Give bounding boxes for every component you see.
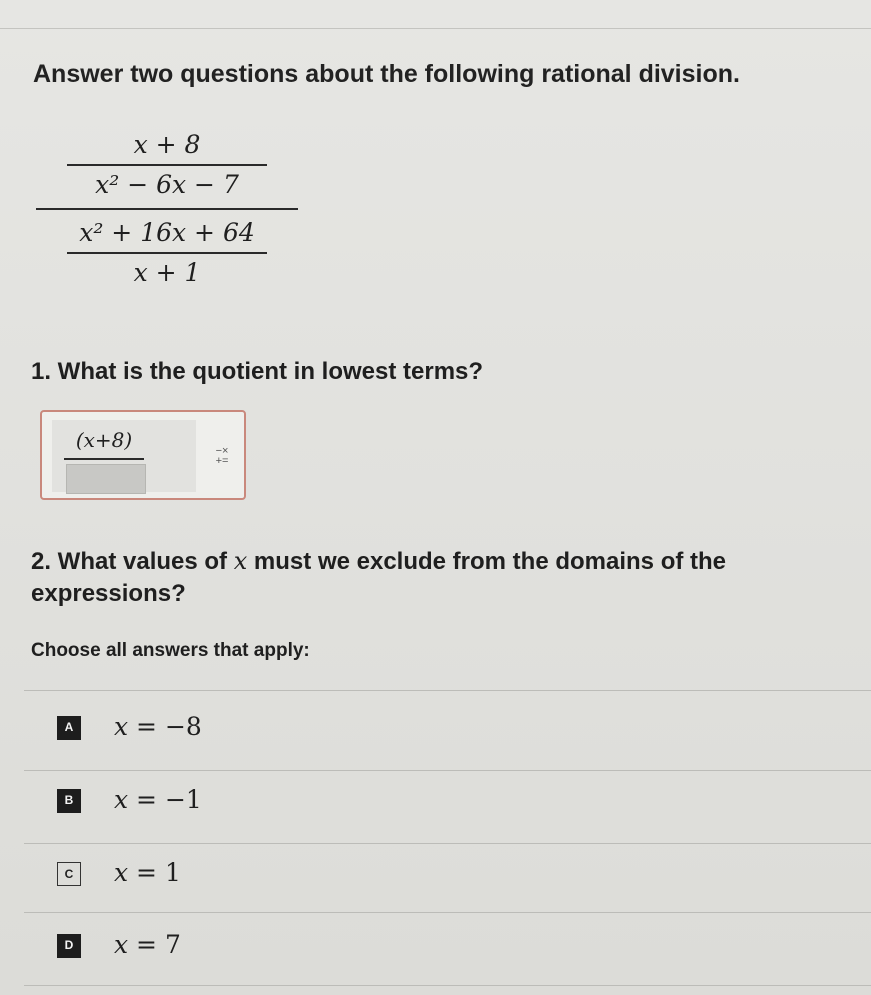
- choice-b-letter: B: [57, 789, 81, 813]
- question-2-text-end: must we exclude from the domains of the expressions?: [31, 548, 727, 607]
- complex-fraction: [36, 128, 298, 290]
- choice-c-text: x = 1: [114, 858, 181, 887]
- bottom-denominator: x + 1: [133, 258, 201, 287]
- problem-prompt: Answer two questions about the following rational division.: [33, 60, 740, 88]
- choice-b-text: x = −1: [114, 785, 202, 814]
- choose-all-label: Choose all answers that apply:: [31, 640, 310, 661]
- choice-d-letter: D: [57, 934, 81, 958]
- choice-d-text: x = 7: [114, 930, 181, 959]
- choice-divider: [24, 770, 871, 771]
- top-fraction-bar: [67, 164, 267, 166]
- choice-b[interactable]: [24, 773, 871, 835]
- top-divider: [0, 28, 871, 29]
- top-fraction: [67, 128, 267, 202]
- answer-numerator[interactable]: (x+8): [75, 428, 133, 452]
- choice-divider: [24, 985, 871, 986]
- quotient-answer-field[interactable]: [40, 410, 246, 500]
- bottom-fraction-bar: [67, 252, 267, 254]
- choice-a[interactable]: [24, 700, 871, 762]
- bottom-numerator: x² + 16x + 64: [79, 218, 255, 247]
- top-numerator: x + 8: [133, 130, 201, 159]
- question-2-variable: x: [233, 547, 248, 575]
- choice-d[interactable]: [24, 918, 871, 980]
- top-denominator: x² − 6x − 7: [95, 170, 239, 199]
- choice-divider: [24, 690, 871, 691]
- answer-denominator-slot[interactable]: [66, 464, 146, 494]
- choice-a-text: x = −8: [114, 712, 202, 741]
- question-1: 1. What is the quotient in lowest terms?: [31, 358, 484, 385]
- math-keyboard-icon[interactable]: −× +=: [215, 445, 229, 467]
- main-fraction-bar: [36, 208, 298, 210]
- answer-fraction-bar: [64, 458, 144, 460]
- choice-c[interactable]: [24, 846, 871, 908]
- choice-divider: [24, 843, 871, 844]
- bottom-fraction: [67, 216, 267, 290]
- choice-divider: [24, 912, 871, 913]
- choice-c-letter: C: [57, 862, 81, 886]
- question-2: [31, 545, 831, 610]
- question-2-text-start: 2. What values of: [31, 548, 234, 575]
- answer-input-area[interactable]: [52, 420, 196, 492]
- choice-a-letter: A: [57, 716, 81, 740]
